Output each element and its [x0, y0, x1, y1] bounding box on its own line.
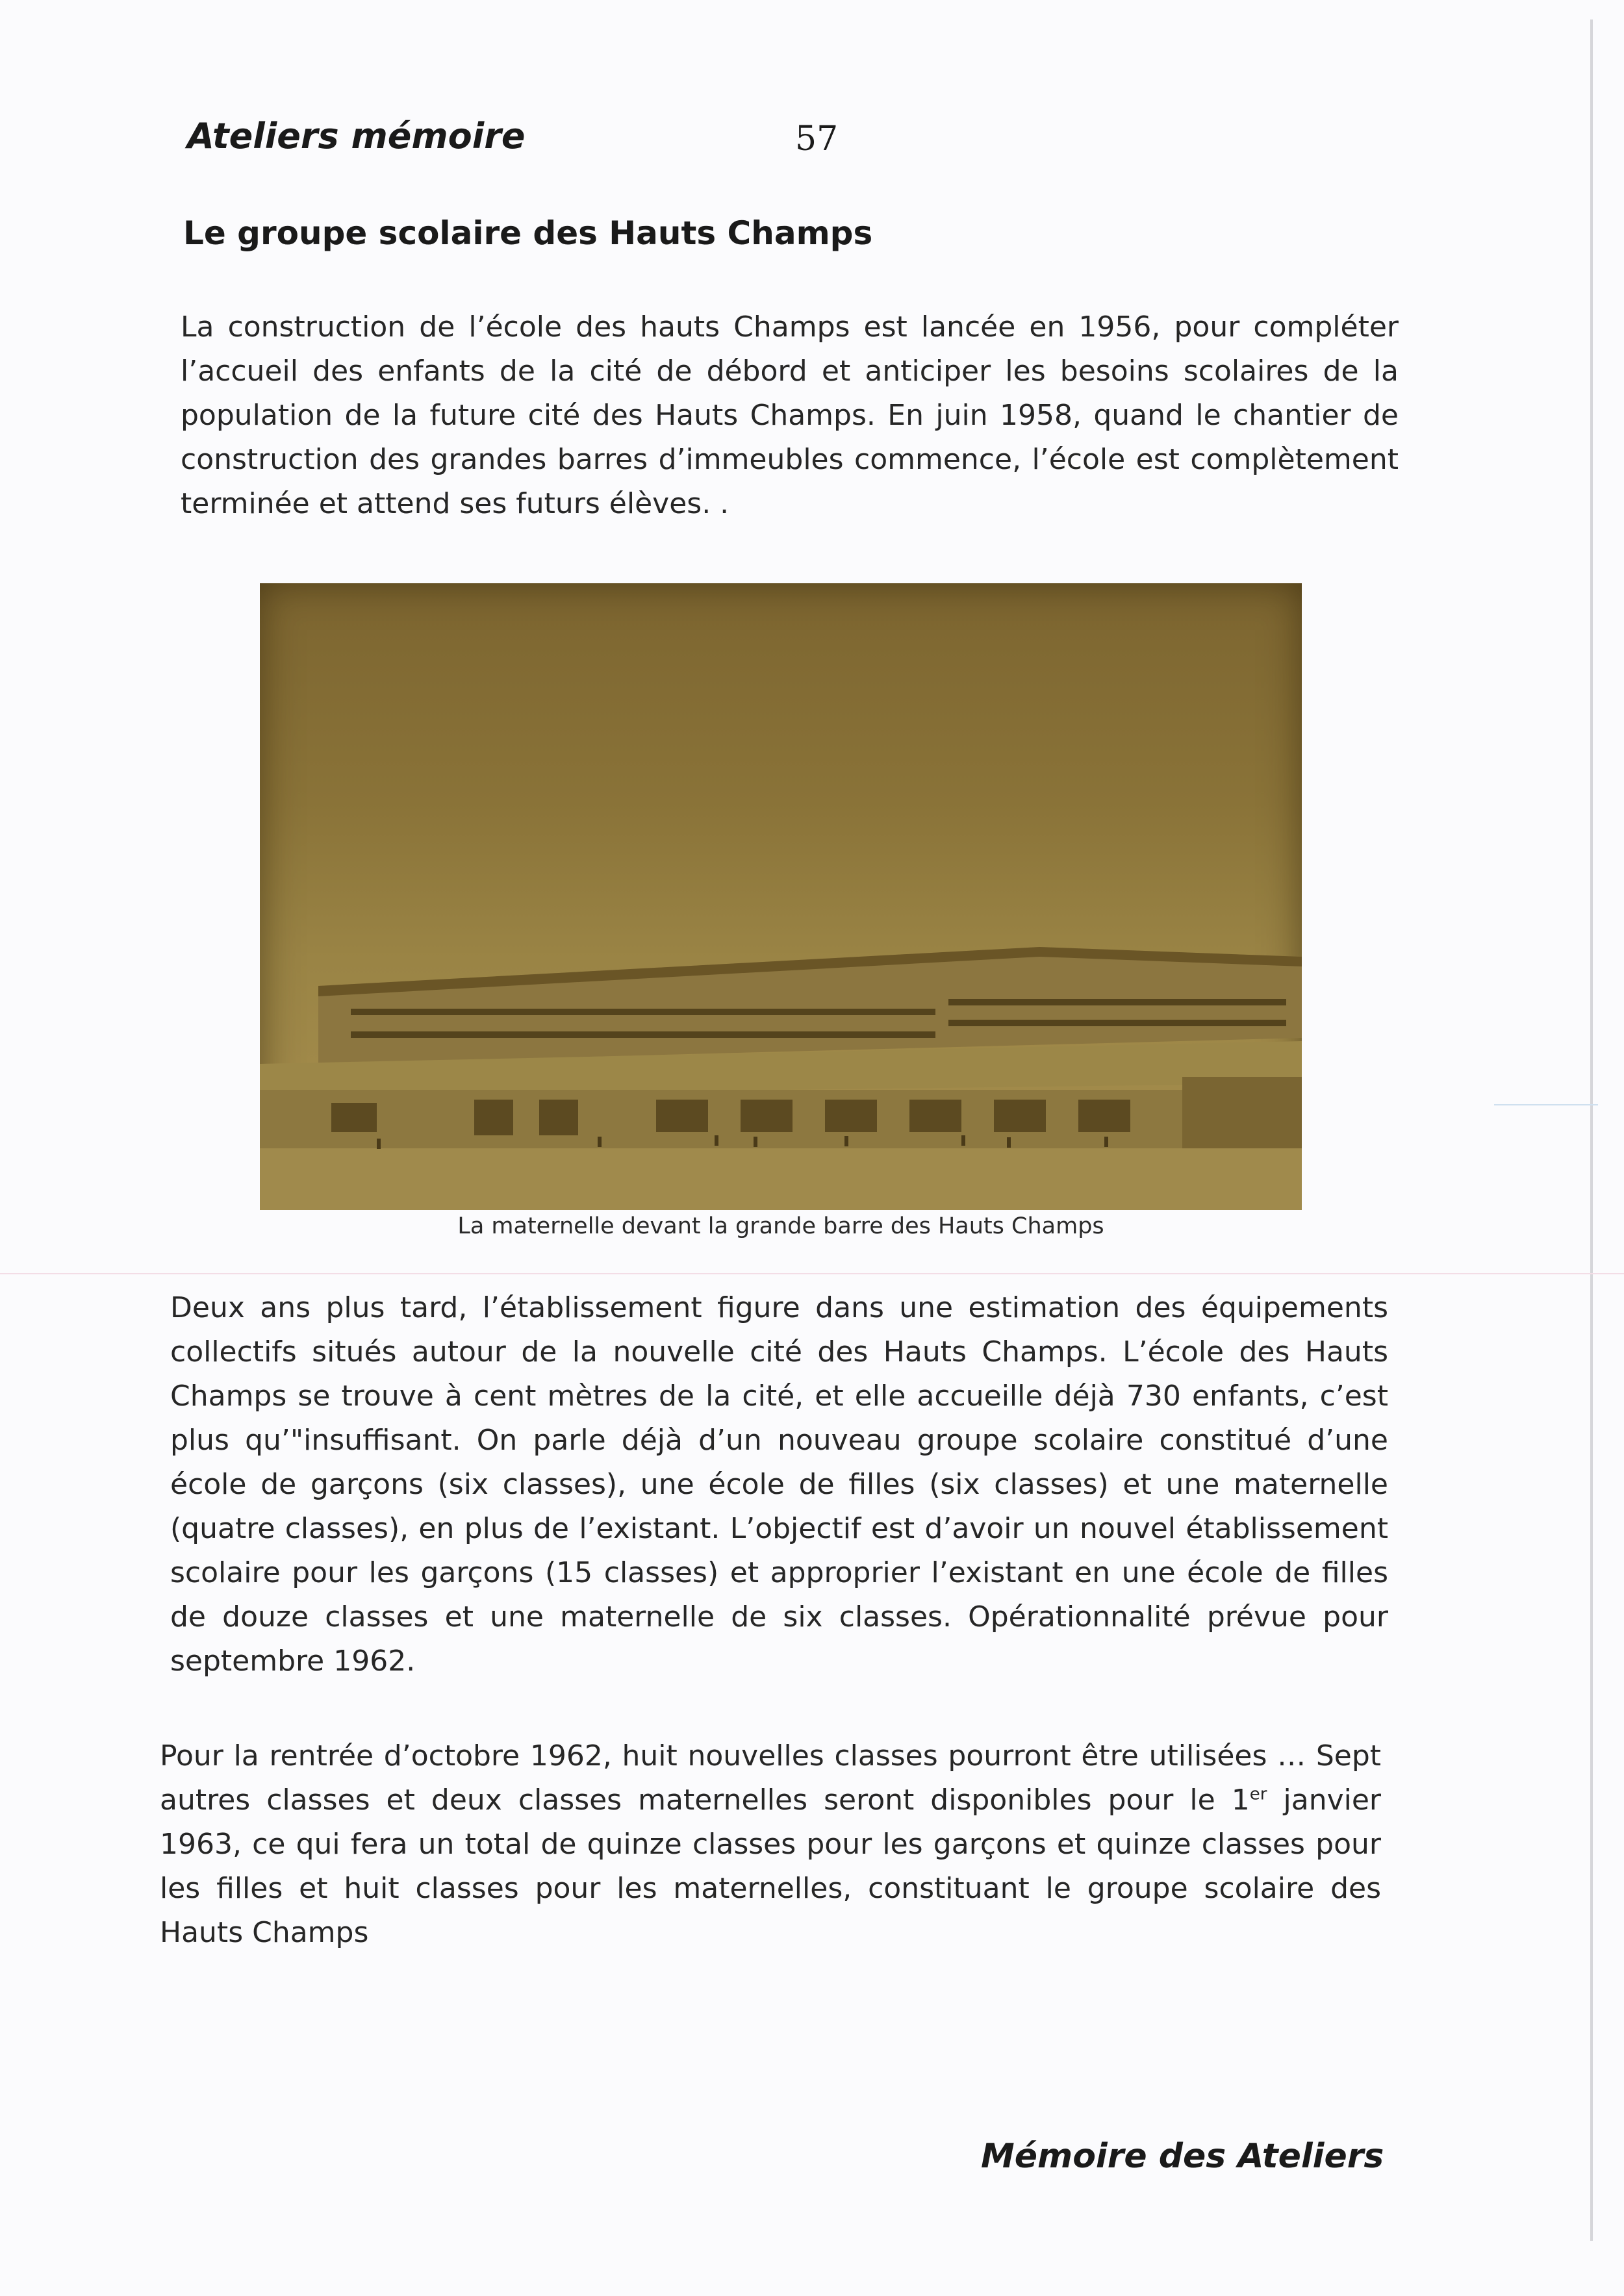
school-photo-illustration: [260, 583, 1302, 1210]
photo-caption: La maternelle devant la grande barre des Hauts Champs: [457, 1213, 1104, 1239]
third-paragraph-end: janvier 1963, ce qui fera un total de quinze classes pour les garçons et quinze classes pour les filles et huit classes pour les maternelles, constituant le groupe scolaire des Hauts Champs: [160, 1784, 1382, 1949]
intro-paragraph: La construction de l’école des hauts Champs est lancée en 1956, pour compléter l’accueil des enfants de la cité de débord et anticiper les besoins scolaires de la population de la future cité des Hauts Champs. En juin 1958, quand le chantier de construction des grandes barres d’immeubles commence, l’école est complètement terminée et attend ses futurs élèves. .: [181, 310, 1399, 520]
running-header-title: Ateliers mémoire: [187, 116, 526, 157]
footer-title: Mémoire des Ateliers: [981, 2137, 1384, 2176]
page-number: 57: [795, 120, 839, 158]
page-edge: [1590, 19, 1593, 2241]
ordinal-superscript: er: [1249, 1784, 1267, 1804]
second-paragraph: Deux ans plus tard, l’établissement figure dans une estimation des équipements collectifs situés autour de la nouvelle cité des Hauts Champs. L’école des Hauts Champs se trouve à cent mètres de la cité, et elle accueille déjà 730 enfants, c’est plus qu’"insuffisant. On parle déjà d’un nouveau groupe scolaire constitué d’une école de garçons (six classes), une école de filles (six classes) et une maternelle (quatre classes), en plus de l’existant. L’objectif est d’avoir un nouvel établissement scolaire pour les garçons (15 classes) et approprier l’existant en une école de filles de douze classes et une maternelle de six classes. Opérationnalité prévue pour septembre 1962.: [170, 1291, 1388, 1678]
section-title: Le groupe scolaire des Hauts Champs: [183, 214, 873, 252]
third-paragraph-start: Pour la rentrée d’octobre 1962, huit nouvelles classes pourront être utilisées … Sept autres classes et deux classes maternelles seront disponibles pour le 1: [160, 1739, 1381, 1817]
bleed-through-line: [1494, 1104, 1598, 1105]
school-photo: [260, 583, 1302, 1210]
third-paragraph: [160, 1734, 1381, 1955]
bleed-through-line: [0, 1273, 1624, 1274]
